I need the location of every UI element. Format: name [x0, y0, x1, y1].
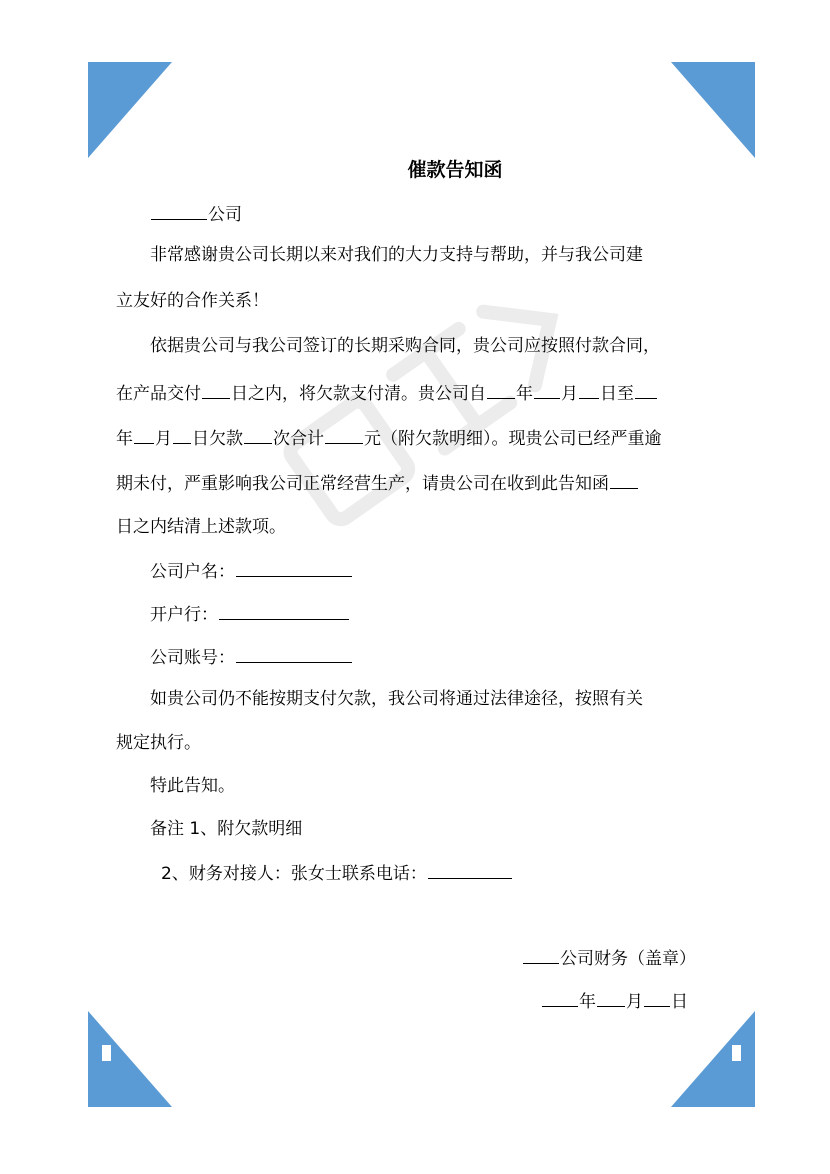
- para2-line3-c: 日欠款: [192, 429, 243, 449]
- page-title: 催款告知函: [407, 159, 503, 181]
- end-day-blank: [173, 425, 191, 444]
- account-name-label: 公司户名：: [150, 562, 235, 582]
- recipient-blank: [151, 201, 207, 220]
- date-line: [541, 988, 688, 1014]
- para2-line3-a: 年: [116, 429, 133, 449]
- watermark: [250, 280, 610, 540]
- start-day-blank: [579, 380, 599, 399]
- para2-line2-e: 日至: [600, 384, 634, 404]
- company-blank: [523, 945, 559, 964]
- corner-decoration-top-right: [671, 62, 755, 158]
- date-month-blank: [597, 988, 625, 1007]
- date-month-label: 月: [626, 992, 643, 1012]
- end-year-blank: [635, 380, 657, 399]
- para2-line4: [116, 470, 639, 496]
- para1-line2: 立友好的合作关系！: [116, 291, 269, 311]
- para2-line3: [116, 425, 662, 451]
- para2-line3-b: 月: [155, 429, 172, 449]
- account-number-blank: [236, 644, 352, 663]
- para2-line3-d: 次合计: [273, 429, 324, 449]
- recipient-line: [150, 201, 242, 227]
- start-month-blank: [534, 380, 560, 399]
- corner-decoration-top-left: [88, 62, 172, 158]
- para2-line4-text: 期未付，严重影响我公司正常经营生产，请贵公司在收到此告知函: [116, 474, 609, 494]
- date-year-label: 年: [579, 992, 596, 1012]
- days-blank: [202, 380, 230, 399]
- para2-line2-a: 在产品交付: [116, 384, 201, 404]
- signature-line: [522, 945, 696, 971]
- account-number-line: [150, 644, 353, 670]
- account-name-line: [150, 558, 353, 584]
- account-number-label: 公司账号：: [150, 648, 235, 668]
- bank-label: 开户行：: [150, 605, 218, 625]
- para2-line2-d: 月: [561, 384, 578, 404]
- para2-line2-c: 年: [516, 384, 533, 404]
- remark-1: 备注 1、附欠款明细: [150, 819, 303, 839]
- corner-decoration-bottom-left: [88, 1011, 172, 1107]
- para2-line2-b: 日之内，将欠款支付清。贵公司自: [231, 384, 486, 404]
- count-blank: [244, 425, 272, 444]
- signature-text: 公司财务（盖章）: [560, 949, 696, 969]
- remark-2-line: [161, 860, 513, 886]
- notice-text: 特此告知。: [150, 776, 235, 796]
- para1-line1: 非常感谢贵公司长期以来对我们的大力支持与帮助，并与我公司建: [150, 245, 643, 265]
- account-name-blank: [236, 558, 352, 577]
- recipient-suffix: 公司: [208, 205, 242, 225]
- bank-line: [150, 601, 350, 627]
- amount-blank: [325, 425, 363, 444]
- para2-line1: 依据贵公司与我公司签订的长期采购合同，贵公司应按照付款合同，: [150, 336, 660, 356]
- deadline-days-blank: [610, 470, 638, 489]
- remark-2: 2、财务对接人：张女士联系电话：: [161, 864, 427, 884]
- para2-line5: 日之内结清上述款项。: [116, 517, 286, 537]
- phone-blank: [428, 860, 512, 879]
- end-month-blank: [134, 425, 154, 444]
- para2-line3-e: 元（附欠款明细）。现贵公司已经严重逾: [364, 429, 662, 449]
- para3-line1: 如贵公司仍不能按期支付欠款，我公司将通过法律途径，按照有关: [150, 689, 643, 709]
- bank-blank: [219, 601, 349, 620]
- corner-decoration-bottom-right: [671, 1011, 755, 1107]
- date-day-blank: [644, 988, 670, 1007]
- start-year-blank: [487, 380, 515, 399]
- para2-line2: [116, 380, 658, 406]
- para3-line2: 规定执行。: [116, 733, 201, 753]
- date-year-blank: [542, 988, 578, 1007]
- date-day-label: 日: [671, 992, 688, 1012]
